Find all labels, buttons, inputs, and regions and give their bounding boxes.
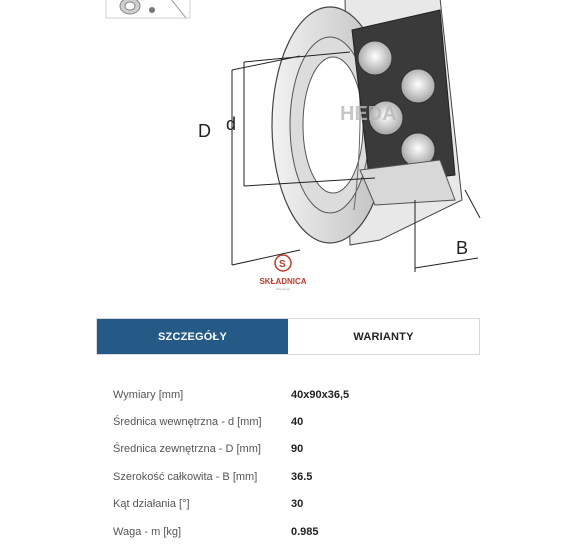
- spec-label: Średnica zewnętrzna - D [mm]: [113, 443, 261, 456]
- spec-row: [113, 518, 473, 545]
- spec-row: [113, 491, 473, 518]
- spec-value: 40: [291, 416, 304, 429]
- logo-subtext: łożyskowa: [276, 287, 290, 291]
- spec-label: Wymiary [mm]: [113, 388, 184, 401]
- spec-value: 40x90x36,5: [291, 388, 350, 401]
- dimension-d-label: d: [226, 114, 237, 134]
- spec-row: [113, 463, 473, 490]
- spec-row: [113, 436, 473, 463]
- watermark-text: HEDA: [340, 103, 397, 125]
- svg-text:S: S: [279, 259, 286, 270]
- spec-value: 0.985: [291, 525, 319, 538]
- spec-label: Średnica wewnętrzna - d [mm]: [113, 416, 262, 429]
- thumbnail-icon[interactable]: [106, 0, 190, 18]
- spec-value: 90: [291, 443, 304, 456]
- logo-text: SKŁADNICA: [259, 277, 307, 286]
- spec-label: Waga - m [kg]: [113, 525, 182, 538]
- spec-row: [113, 408, 473, 435]
- dimension-D-label: D: [198, 121, 211, 141]
- spec-row: [113, 381, 473, 408]
- dimension-B-label: B: [456, 238, 469, 258]
- brand-logo: [259, 255, 306, 291]
- detail-tabs: [96, 318, 480, 355]
- spec-label: Szerokość całkowita - B [mm]: [113, 470, 258, 483]
- spec-value: 30: [291, 498, 304, 511]
- tab-szczegoly[interactable]: SZCZEGÓŁY: [97, 319, 288, 354]
- spec-table: [113, 381, 473, 545]
- spec-value: 36.5: [291, 470, 313, 483]
- spec-label: Kąt działania [°]: [113, 498, 190, 511]
- tab-warianty[interactable]: WARIANTY: [288, 319, 479, 354]
